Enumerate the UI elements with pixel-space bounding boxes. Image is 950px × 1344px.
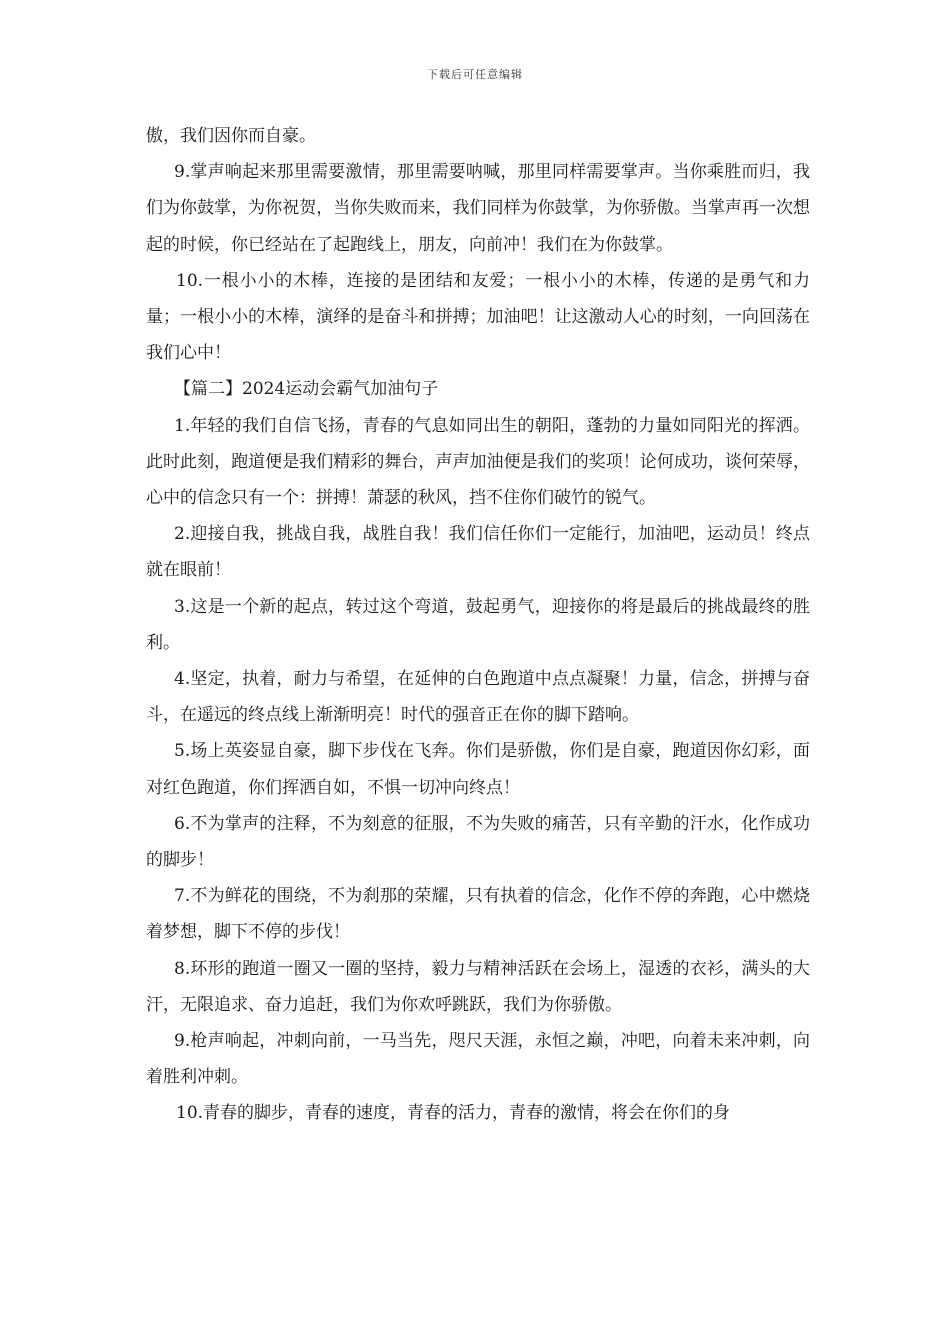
document-body	[146, 118, 810, 1132]
paragraph-item-6: 6.不为掌声的注释，不为刻意的征服，不为失败的痛苦，只有辛勤的汗水，化作成功的脚步！	[146, 813, 810, 871]
paragraph-continuation: 傲，我们因你而自豪。	[146, 126, 316, 146]
paragraph-item-2: 2.迎接自我，挑战自我，战胜自我！我们信任你们一定能行，加油吧，运动员！终点就在眼前！	[146, 524, 810, 581]
paragraph-item-10: 10.一根小小的木棒，连接的是团结和友爱；一根小小的木棒，传递的是勇气和力量；一根小小的木棒，演绎的是奋斗和拼搏；加油吧！让这激动人心的时刻，一向回荡在我们心中！	[146, 270, 810, 364]
paragraph-item-9: 9.掌声响起来那里需要激情，那里需要呐喊，那里同样需要掌声。当你乘胜而归，我们为你鼓掌，为你祝贺，当你失败而来，我们同样为你鼓掌，为你骄傲。当掌声再一次想起的时候，你已经站在了起跑线上，朋友，向前冲！我们在为你鼓掌。	[146, 162, 810, 255]
paragraph-item-3: 3.这是一个新的起点，转过这个弯道，鼓起勇气，迎接你的将是最后的挑战最终的胜利。	[146, 596, 810, 653]
paragraph-item-7: 7.不为鲜花的围绕，不为刹那的荣耀，只有执着的信念，化作不停的奔跑，心中燃烧着梦想，脚下不停的步伐！	[146, 886, 810, 943]
paragraph-item-4: 4.坚定，执着，耐力与希望，在延伸的白色跑道中点点凝聚！力量，信念，拼搏与奋斗，在遥远的终点线上渐渐明亮！时代的强音正在你的脚下踏响。	[146, 669, 810, 726]
paragraph-item-5: 5.场上英姿显自豪，脚下步伐在飞奔。你们是骄傲，你们是自豪，跑道因你幻彩，面对红色跑道，你们挥洒自如，不惧一切冲向终点！	[146, 741, 810, 798]
paragraph-item-9b: 9.枪声响起，冲刺向前，一马当先，咫尺天涯，永恒之巅，冲吧，向着未来冲刺，向着胜利冲刺。	[146, 1031, 810, 1088]
paragraph-item-1: 1.年轻的我们自信飞扬，青春的气息如同出生的朝阳，蓬勃的力量如同阳光的挥洒。此时此刻，跑道便是我们精彩的舞台，声声加油便是我们的奖项！论何成功，谈何荣辱，心中的信念只有一个：拼搏！萧瑟的秋风，挡不住你们破竹的锐气。	[146, 415, 810, 509]
paragraph-item-10b: 10.青春的脚步，青春的速度，青春的活力，青春的激情，将会在你们的身	[176, 1103, 731, 1124]
page-header: 下载后可任意编辑	[427, 68, 523, 81]
paragraph-item-8: 8.环形的跑道一圈又一圈的坚持，毅力与精神活跃在会场上，湿透的衣衫，满头的大汗，无限追求、奋力追赶，我们为你欢呼跳跃，我们为你骄傲。	[146, 958, 810, 1015]
section-heading: 【篇二】2024运动会霸气加油句子	[174, 379, 439, 400]
